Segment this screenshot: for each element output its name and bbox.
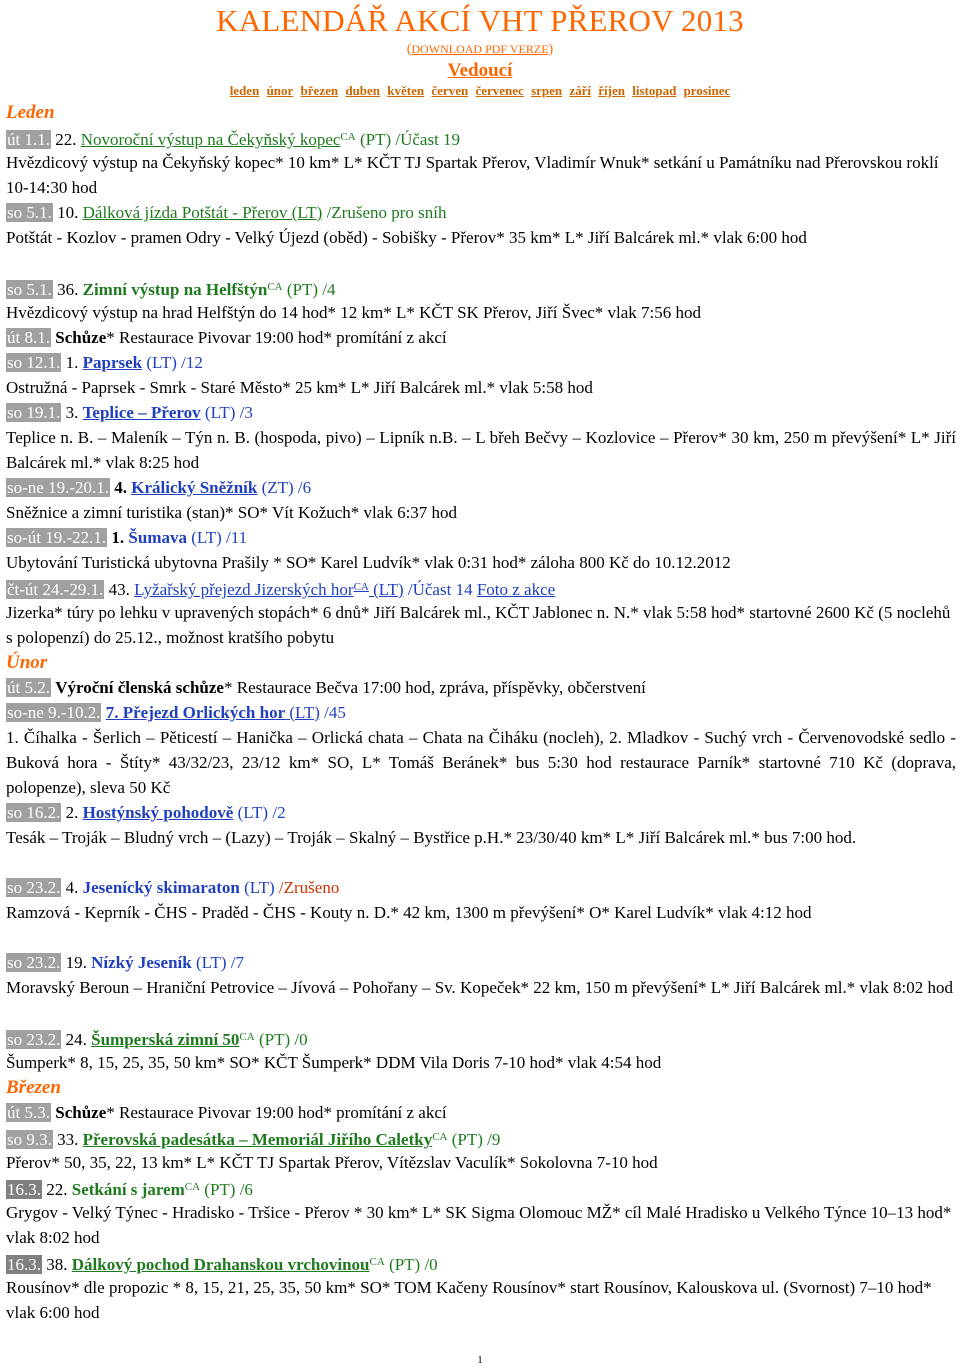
event-description: Ramzová - Keprník - ČHS - Praděd - ČHS - Kouty n. D.* 42 km, 1300 m převýšení* O* Karel Ludvík* vlak 4:12 hod bbox=[6, 903, 812, 922]
event-title-link[interactable]: Teplice – Přerov bbox=[82, 403, 201, 422]
event-description: * Restaurace Bečva 17:00 hod, zpráva, příspěvky, občerstvení bbox=[223, 678, 646, 697]
event-number: 1. bbox=[107, 528, 129, 547]
event-tail: (PT) /4 bbox=[282, 280, 336, 299]
event-header bbox=[6, 575, 956, 600]
event-status: /Zrušeno bbox=[274, 878, 340, 897]
event-title: Zimní výstup na Helfštýn bbox=[82, 280, 268, 299]
event-number: 2. bbox=[61, 803, 83, 822]
event-number: 36. bbox=[52, 280, 83, 299]
event-date: so 12.1. bbox=[7, 353, 61, 372]
event-date: út 8.1. bbox=[7, 328, 50, 347]
month-nav bbox=[0, 83, 960, 99]
event-header bbox=[6, 525, 956, 550]
event-tail: (LT) bbox=[239, 878, 275, 897]
event-number: 33. bbox=[52, 1130, 83, 1149]
section-heading-brezen bbox=[6, 1075, 956, 1100]
month-link-kveten[interactable]: květen bbox=[387, 83, 425, 98]
event-title-link[interactable]: Šumperská zimní 50 bbox=[91, 1030, 240, 1049]
ca-mark: CA bbox=[340, 131, 356, 143]
event-header bbox=[6, 700, 956, 725]
event-date: 16.3. bbox=[7, 1255, 41, 1274]
event-description: * Restaurace Pivovar 19:00 hod* promítání z akcí bbox=[106, 1103, 447, 1122]
download-pdf-link[interactable]: DOWNLOAD PDF VERZE bbox=[411, 42, 549, 56]
event-tail: (LT) /7 bbox=[191, 953, 244, 972]
event-number: 1. bbox=[61, 353, 83, 372]
event-title: Šumava bbox=[128, 528, 187, 547]
event-title: Schůze bbox=[55, 1103, 107, 1122]
event-tail: (PT) /9 bbox=[447, 1130, 501, 1149]
event-tail: /Účast 14 bbox=[403, 580, 477, 599]
month-link-brezen[interactable]: březen bbox=[300, 83, 339, 98]
event-title-link[interactable]: Přerovská padesátka – Memoriál Jiřího Caletky bbox=[82, 1130, 433, 1149]
event-tail: (PT) /0 bbox=[254, 1030, 308, 1049]
event-date: so 5.1. bbox=[7, 280, 52, 299]
event-title-link[interactable]: Dálková jízda Potštát - Přerov (LT) bbox=[82, 203, 323, 222]
event-date: so-út 19.-22.1. bbox=[7, 528, 107, 547]
event-title-link[interactable]: Lyžařský přejezd Jizerských hor bbox=[134, 580, 354, 599]
event-tail: /Zrušeno pro sníh bbox=[322, 203, 447, 222]
event-tail: (LT) /3 bbox=[200, 403, 253, 422]
month-heading: Leden bbox=[6, 102, 55, 123]
event-header bbox=[6, 1025, 956, 1050]
month-link-srpen[interactable]: srpen bbox=[531, 83, 563, 98]
event-tail-link[interactable]: (LT) bbox=[368, 580, 404, 599]
paren-open: ( bbox=[406, 42, 412, 57]
event-number: 22. bbox=[42, 1180, 72, 1199]
event-description: Rousínov* dle propozic * 8, 15, 21, 25, 35, 50 km* SO* TOM Kačeny Rousínov* start Rousínov, Kalouskova ul. (Svornost) 7–10 hod* vlak 6:00 hod bbox=[6, 1278, 932, 1322]
event-description: Ostružná - Paprsek - Smrk - Staré Město* 25 km* L* Jiří Balcárek ml.* vlak 5:58 hod bbox=[6, 378, 593, 397]
event-number: 43. bbox=[104, 580, 135, 599]
month-link-zari[interactable]: září bbox=[569, 83, 592, 98]
event-number: 4. bbox=[61, 878, 83, 897]
event-description: * Restaurace Pivovar 19:00 hod* promítání z akcí bbox=[106, 328, 447, 347]
page-number: 1 bbox=[477, 1354, 483, 1366]
event-title: Nízký Jeseník bbox=[91, 953, 192, 972]
event-header bbox=[6, 200, 956, 225]
event-header bbox=[6, 1175, 956, 1200]
event-description: Šumperk* 8, 15, 25, 35, 50 km* SO* KČT Šumperk* DDM Vila Doris 7-10 hod* vlak 4:54 hod bbox=[6, 1053, 662, 1072]
event-header bbox=[6, 950, 956, 975]
event-description: Teplice n. B. – Maleník – Týn n. B. (hospoda, pivo) – Lipník n.B. – L břeh Bečvy – Kozlovice – Přerov* 30 km, 250 m převýšení* L* Jiří Balcárek ml.* vlak 8:25 hod bbox=[6, 428, 956, 472]
month-link-rijen[interactable]: říjen bbox=[598, 83, 625, 98]
event-date: 16.3. bbox=[7, 1180, 41, 1199]
event-header bbox=[6, 350, 956, 375]
event-description: Tesák – Troják – Bludný vrch – (Lazy) – Troják – Skalný – Bystřice p.H.* 23/30/40 km* L* Jiří Balcárek ml.* bus 7:00 hod. bbox=[6, 828, 857, 847]
month-link-duben[interactable]: duben bbox=[345, 83, 381, 98]
event-tail: (LT) /12 bbox=[142, 353, 203, 372]
page-title: KALENDÁŘ AKCÍ VHT PŘEROV 2013 bbox=[216, 3, 744, 38]
month-link-prosinec[interactable]: prosinec bbox=[683, 83, 731, 98]
event-header bbox=[6, 875, 956, 900]
event-description: Grygov - Velký Týnec - Hradisko - Tršice - Přerov * 30 km* L* SK Sigma Olomouc MŽ* cíl Malé Hradisko u Velkého Týnce 10–13 hod* vlak 8:02 hod bbox=[6, 1203, 952, 1247]
event-number: 38. bbox=[42, 1255, 72, 1274]
download-line bbox=[0, 40, 960, 59]
event-date: so 9.3. bbox=[7, 1130, 52, 1149]
event-tail: (PT) /6 bbox=[200, 1180, 253, 1199]
event-tail: (PT) /0 bbox=[384, 1255, 438, 1274]
month-heading: Březen bbox=[6, 1077, 61, 1098]
event-title-link[interactable]: Hostýnský pohodově bbox=[82, 803, 234, 822]
event-tail: (ZT) /6 bbox=[257, 478, 312, 497]
event-date: so 23.2. bbox=[7, 953, 61, 972]
month-link-cerven[interactable]: červen bbox=[431, 83, 469, 98]
event-header bbox=[6, 675, 956, 700]
event-date: út 5.2. bbox=[7, 678, 50, 697]
event-header bbox=[6, 800, 956, 825]
paren-close: ) bbox=[548, 42, 554, 57]
event-date: út 1.1. bbox=[7, 130, 50, 149]
event-description: 1. Číhalka - Šerlich – Pěticestí – Hanička – Orlická chata – Chata na Čiháku (nocleh), 2. Mladkov - Suchý vrch - Červenovodské sedlo - Buková hora - Štíty* 43/32/23, 23/12 km* SO, L* Tomáš Beránek* bus 5:30 hod restaurace Parník* startovné 710 Kč (doprava, polopenze), sleva 50 Kč bbox=[6, 728, 956, 797]
event-title: Jesenícký skimaraton bbox=[82, 878, 240, 897]
ca-mark: CA bbox=[267, 281, 283, 293]
month-heading: Únor bbox=[6, 652, 48, 673]
event-date: so 19.1. bbox=[7, 403, 61, 422]
month-link-cervenec[interactable]: červenec bbox=[475, 83, 524, 98]
event-number: 4. bbox=[109, 478, 132, 497]
month-link-leden[interactable]: leden bbox=[229, 83, 260, 98]
event-date: so 23.2. bbox=[7, 878, 61, 897]
event-tail: (PT) /Účast 19 bbox=[355, 130, 461, 149]
event-date: so-ne 9.-10.2. bbox=[7, 703, 101, 722]
event-description: Ubytování Turistická ubytovna Prašily * SO* Karel Ludvík* vlak 0:31 hod* záloha 800 Kč do 10.12.2012 bbox=[6, 553, 731, 572]
ca-mark: CA bbox=[369, 1256, 385, 1268]
event-header bbox=[6, 400, 956, 425]
event-number: 24. bbox=[61, 1030, 92, 1049]
event-title-link[interactable]: Dálkový pochod Drahanskou vrchovinou bbox=[71, 1255, 370, 1274]
event-header bbox=[6, 275, 956, 300]
event-description: Jizerka* túry po lehku v upravených stopách* 6 dnů* Jiří Balcárek ml., KČT Jablonec n. N.* vlak 5:58 hod* startovné 2600 Kč (5 noclehů s polopenzí) do 25.12., možnost kratšího pobytu bbox=[6, 603, 951, 647]
event-description: Moravský Beroun – Hraniční Petrovice – Jívová – Pohořany – Sv. Kopeček* 22 km, 150 m převýšení* L* Jiří Balcárek ml.* vlak 8:02 hod bbox=[6, 978, 953, 997]
event-description: Hvězdicový výstup na hrad Helfštýn do 14 hod* 12 km* L* KČT SK Přerov, Jiří Švec* vlak 7:56 hod bbox=[6, 303, 702, 322]
event-tail-link[interactable]: (LT) bbox=[285, 703, 320, 722]
event-title-link[interactable]: Králický Sněžník bbox=[131, 478, 258, 497]
event-header bbox=[6, 1250, 956, 1275]
event-header bbox=[6, 125, 956, 150]
event-date: čt-út 24.-29.1. bbox=[7, 580, 104, 599]
event-date: so 5.1. bbox=[7, 203, 52, 222]
event-description: Potštát - Kozlov - pramen Odry - Velký Újezd (oběd) - Sobišky - Přerov* 35 km* L* Jiří Balcárek ml.* vlak 6:00 hod bbox=[6, 228, 807, 247]
event-description: Sněžnice a zimní turistika (stan)* SO* Vít Kožuch* vlak 6:37 hod bbox=[6, 503, 458, 522]
event-number: 22. bbox=[50, 130, 81, 149]
event-title-link[interactable]: Paprsek bbox=[82, 353, 143, 372]
event-tail: (LT) /11 bbox=[187, 528, 248, 547]
event-title: Schůze bbox=[55, 328, 107, 347]
section-heading-leden bbox=[6, 100, 956, 125]
event-header bbox=[6, 1100, 956, 1125]
event-date: út 5.3. bbox=[7, 1103, 50, 1122]
event-title: Setkání s jarem bbox=[71, 1180, 185, 1199]
event-title-link[interactable]: Novoroční výstup na Čekyňský kopec bbox=[80, 130, 341, 149]
ca-mark: CA bbox=[239, 1031, 255, 1043]
event-number: 3. bbox=[61, 403, 83, 422]
event-title: Výroční členská schůze bbox=[55, 678, 224, 697]
event-description: Hvězdicový výstup na Čekyňský kopec* 10 km* L* KČT TJ Spartak Přerov, Vladimír Wnuk* setkání u Památníku nad Přerovskou roklí 10-14:30 hod bbox=[6, 153, 939, 197]
event-date: so 16.2. bbox=[7, 803, 61, 822]
calendar-content bbox=[6, 100, 956, 1325]
event-header bbox=[6, 325, 956, 350]
vedouci-link[interactable]: Vedoucí bbox=[447, 60, 513, 81]
ca-mark: CA bbox=[184, 1181, 201, 1193]
event-tail: (LT) /2 bbox=[233, 803, 286, 822]
event-number: 10. bbox=[52, 203, 83, 222]
event-date: so-ne 19.-20.1. bbox=[7, 478, 109, 497]
month-link-listopad[interactable]: listopad bbox=[632, 83, 677, 98]
month-link-unor[interactable]: únor bbox=[266, 83, 294, 98]
event-tail: /45 bbox=[319, 703, 346, 722]
event-header bbox=[6, 1125, 956, 1150]
photo-link[interactable]: Foto z akce bbox=[476, 580, 556, 599]
vedouci-line bbox=[0, 60, 960, 82]
section-heading-unor bbox=[6, 650, 956, 675]
ca-mark: CA bbox=[353, 581, 369, 593]
event-header bbox=[6, 475, 956, 500]
event-description: Přerov* 50, 35, 22, 13 km* L* KČT TJ Spartak Přerov, Vítězslav Vaculík* Sokolovna 7-10 hod bbox=[6, 1153, 658, 1172]
event-title-link[interactable]: 7. Přejezd Orlických hor bbox=[105, 703, 286, 722]
event-number: 19. bbox=[61, 953, 92, 972]
event-date: so 23.2. bbox=[7, 1030, 61, 1049]
ca-mark: CA bbox=[432, 1131, 448, 1143]
